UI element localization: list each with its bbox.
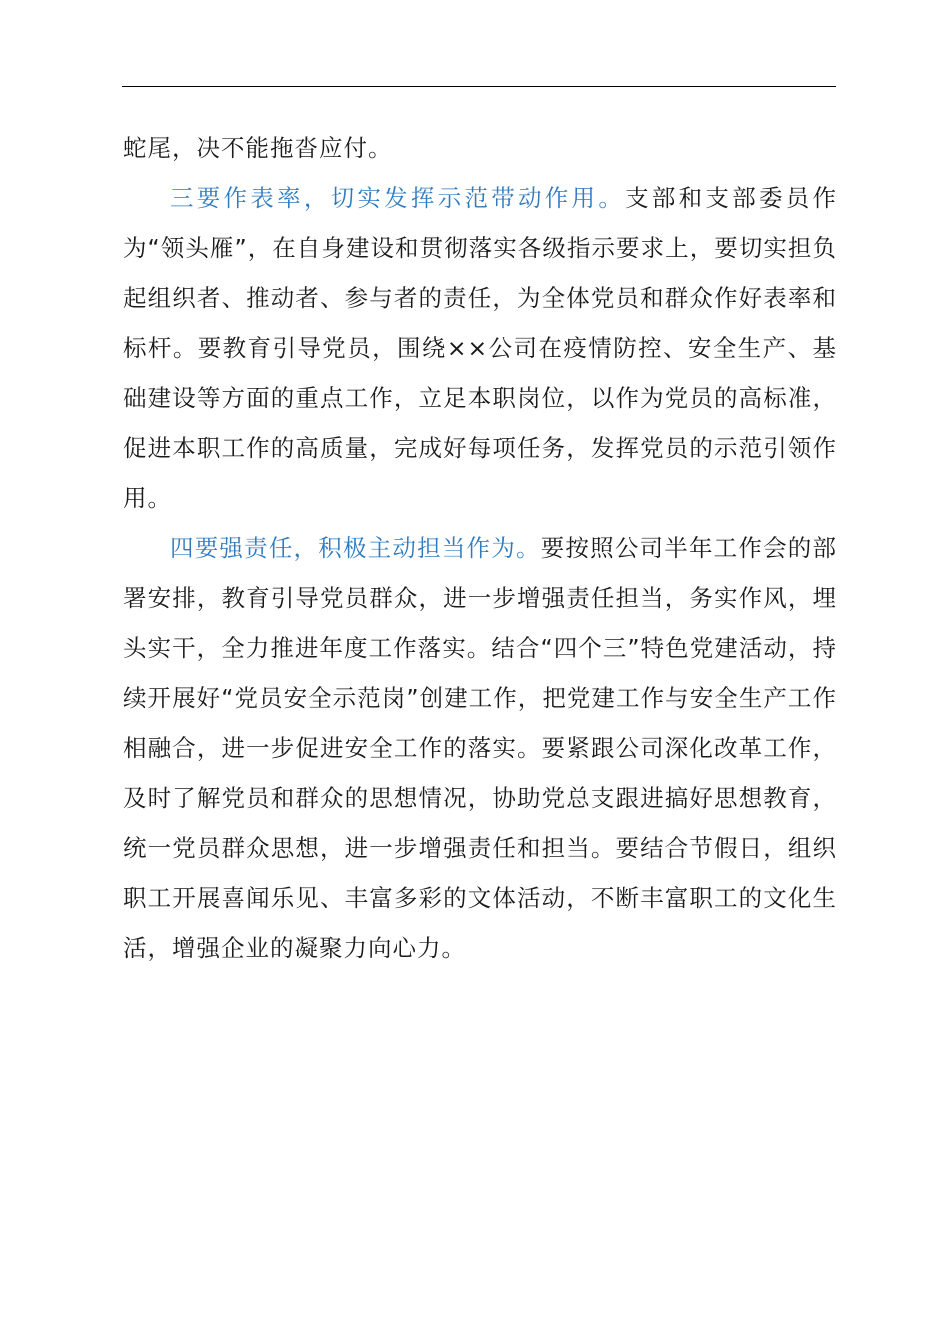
header-rule xyxy=(122,86,836,87)
document-body xyxy=(123,123,837,973)
paragraph-point-four xyxy=(123,523,837,973)
paragraph-text: 要按照公司半年工作会的部署安排，教育引导党员群众，进一步增强责任担当，务实作风，埋头实干，全力推进年度工作落实。结合“四个三”特色党建活动，持续开展好“党员安全示范岗”创建工作，把党建工作与安全生产工作相融合，进一步促进安全工作的落实。要紧跟公司深化改革工作，及时了解党员和群众的思想情况，协助党总支跟进搞好思想教育，统一党员群众思想，进一步增强责任和担当。要结合节假日，组织职工开展喜闻乐见、丰富多彩的文体活动，不断丰富职工的文化生活，增强企业的凝聚力向心力。 xyxy=(123,534,838,962)
paragraph-heading: 三要作表率，切实发挥示范带动作用。 xyxy=(170,184,626,212)
paragraph-continuation xyxy=(123,123,837,173)
paragraph-text: 支部和支部委员作为“领头雁”，在自身建设和贯彻落实各级指示要求上，要切实担负起组织者、推动者、参与者的责任，为全体党员和群众作好表率和标杆。要教育引导党员，围绕××公司在疫情防控、安全生产、基础建设等方面的重点工作，立足本职岗位，以作为党员的高标准，促进本职工作的高质量，完成好每项任务，发挥党员的示范引领作用。 xyxy=(123,184,838,512)
paragraph-heading: 四要强责任，积极主动担当作为。 xyxy=(170,534,541,562)
paragraph-text: 蛇尾，决不能拖沓应付。 xyxy=(123,134,393,162)
paragraph-point-three xyxy=(123,173,837,523)
